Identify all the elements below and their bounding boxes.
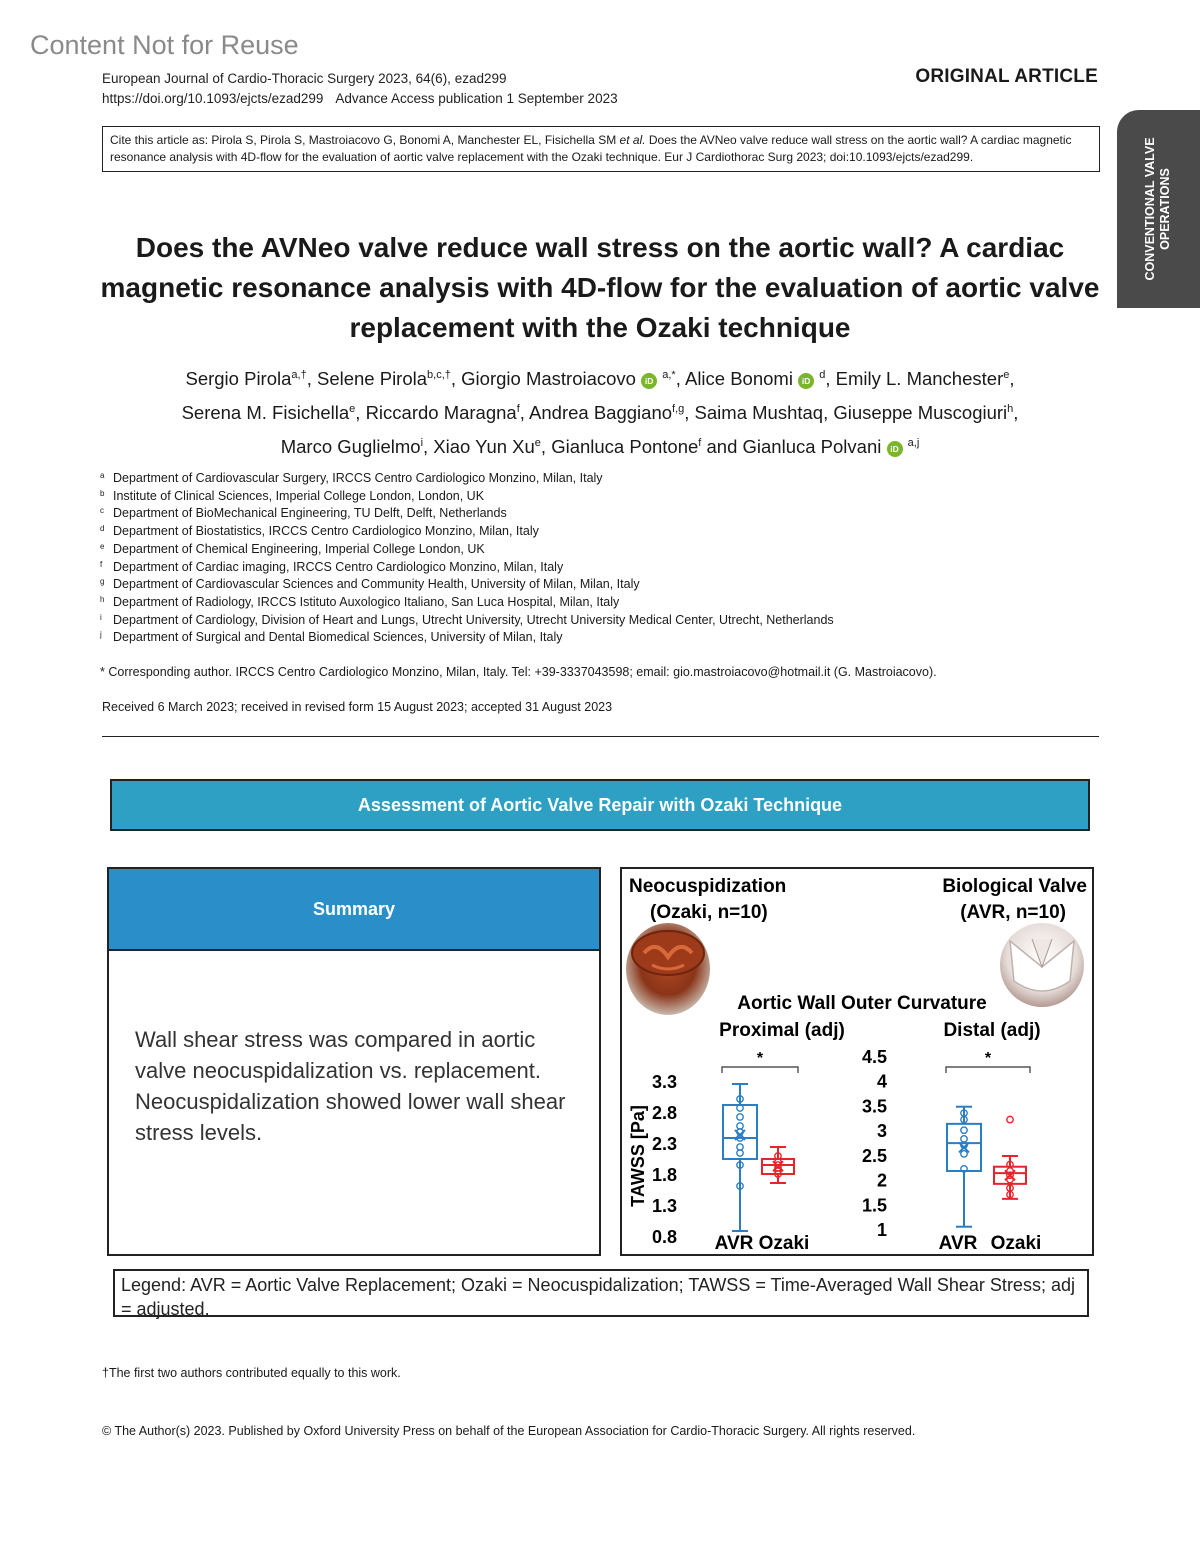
significance-marker: * — [984, 1050, 992, 1067]
author-name: Gianluca Polvani — [742, 436, 882, 458]
author-affiliation-marker: a,* — [662, 369, 676, 381]
affiliation-item: g Department of Cardiovascular Sciences and Community Health, University of Milan, Milan, Italy — [100, 577, 640, 592]
summary-text: Wall shear stress was compared in aortic valve neocuspidalization vs. replacement. Neocuspidalization showed lower wall shear stress levels. — [135, 1027, 566, 1145]
author-name: Emily L. Manchester — [835, 368, 1004, 390]
author-name: Selene Pirola — [316, 368, 428, 390]
author-affiliation-marker: d — [819, 369, 826, 381]
ozaki-valve-image — [626, 923, 710, 1015]
author-list: Sergio Pirola$^{a,\dagger}$, Selene Pirola$^{b,c,\dagger}$, Giorgio Mastroiacovo iD $^{a,*}$, Alice Bonomi iD $^d$, Emily L. Manchester$^e$, Serena M. Fisichella$^e$, Riccardo Maragna$^f$, Andrea Baggiano$^{f,g}$, Saima Mushtaq, Giuseppe Muscogiuri$^h$, Marco Guglielmo$^i$, Xiao Yun Xu$^e$, Gianluca Pontone$^f$ and Gianluca Polvani iD $^{a,j}$ — [181, 368, 1019, 458]
right-title-2: (AVR, n=10) — [960, 902, 1066, 923]
y-tick-label: 2.8 — [651, 1103, 677, 1123]
author-name: Serena M. Fisichella — [181, 402, 350, 424]
author-affiliation-marker: a,j — [907, 437, 920, 450]
data-point — [961, 1151, 967, 1157]
author-affiliation-marker: f — [516, 403, 520, 416]
y-tick-label: 3.5 — [861, 1096, 887, 1117]
author-name: Andrea Baggiano — [529, 402, 673, 424]
y-tick-label: 4.5 — [861, 1047, 887, 1067]
chart-title: Distal (adj) — [943, 1020, 1041, 1041]
right-title-1: Biological Valve — [942, 876, 1087, 897]
author-name: Saima Mushtaq — [694, 402, 824, 424]
significance-marker: * — [756, 1050, 764, 1067]
doi-line — [102, 89, 618, 109]
author-affiliation-marker: e — [534, 437, 541, 450]
affiliation-item: a Department of Cardiovascular Surgery, IRCCS Centro Cardiologico Monzino, Milan, Italy — [100, 471, 603, 485]
affiliation-item: d Department of Biostatistics, IRCCS Centro Cardiologico Monzino, Milan, Italy — [100, 524, 539, 539]
author-name: Xiao Yun Xu — [433, 436, 535, 458]
y-tick-label: 0.8 — [651, 1227, 677, 1247]
avr-valve-image — [1000, 923, 1084, 1007]
watermark: Content Not for Reuse — [30, 30, 299, 60]
author-name: Alice Bonomi — [684, 368, 793, 390]
summary-heading: Summary — [109, 869, 599, 951]
journal-citation-line: European Journal of Cardio-Thoracic Surgery 2023, 64(6), ezad299 — [102, 71, 507, 86]
data-point — [1007, 1176, 1013, 1182]
y-axis-label: TAWSS [Pa] — [628, 1105, 648, 1207]
chart-title: Proximal (adj) — [719, 1020, 845, 1041]
affiliation-item: j Department of Surgical and Dental Biomedical Sciences, University of Milan, Italy — [100, 630, 563, 645]
figure-panel — [620, 867, 1094, 1256]
author-affiliation-marker: b,c,† — [427, 369, 451, 381]
et-al: et al. — [619, 133, 646, 147]
significance-bracket — [722, 1067, 798, 1073]
y-tick-label: 2.5 — [861, 1145, 887, 1166]
data-point — [1007, 1116, 1013, 1122]
citation-box: Cite this article as: Pirola S, Pirola S, Mastroiacovo G, Bonomi A, Manchester EL, Fisichella SM et al. Does the AVNeo valve reduce wall stress on the aortic wall? A cardiac magnetic resonance analysis with 4D-flow for the evaluation of aortic valve replacement with the Ozaki technique. Eur J Cardiothorac Surg 2023; doi:10.1093/ejcts/ezad299. — [102, 126, 1100, 172]
y-tick-label: 3.3 — [651, 1072, 677, 1092]
distal-chart — [862, 1020, 1041, 1254]
author-affiliation-marker: a,† — [291, 369, 307, 381]
significance-bracket — [946, 1067, 1030, 1073]
affiliation-item: i Department of Cardiology, Division of Heart and Lungs, Utrecht University, Utrecht University Medical Center, Utrecht, Netherlands — [100, 612, 834, 627]
affiliation-item: f Department of Cardiac imaging, IRCCS Centro Cardiologico Monzino, Milan, Italy — [100, 559, 564, 574]
box-iqr — [723, 1105, 757, 1159]
left-title-2: (Ozaki, n=10) — [650, 902, 768, 923]
author-affiliation-marker: h — [1007, 403, 1014, 416]
affiliation-item: c Department of BioMechanical Engineering, TU Delft, Delft, Netherlands — [100, 506, 507, 521]
y-tick-label: 2.3 — [651, 1134, 677, 1154]
doi-link[interactable]: https://doi.org/10.1093/ejcts/ezad299 — [102, 91, 324, 106]
x-category-label: Ozaki — [758, 1233, 810, 1254]
y-tick-label: 3 — [876, 1121, 887, 1142]
author-affiliation-marker: i — [420, 437, 424, 450]
y-tick-label: 1.3 — [651, 1196, 677, 1216]
orcid-icon[interactable]: iD — [887, 441, 903, 457]
summary-panel — [107, 867, 601, 1256]
author-affiliation-marker: f,g — [672, 403, 685, 416]
author-affiliation-marker: f — [698, 437, 702, 450]
figure-title: Aortic Wall Outer Curvature — [737, 993, 987, 1014]
orcid-icon[interactable]: iD — [641, 373, 657, 389]
affiliation-item: h Department of Radiology, IRCCS Istituto Auxologico Italiano, San Luca Hospital, Milan, Italy — [100, 594, 620, 609]
divider — [102, 736, 1099, 737]
y-tick-label: 1.5 — [861, 1195, 887, 1216]
proximal-chart — [628, 1020, 845, 1254]
author-name: Sergio Pirola — [185, 368, 292, 390]
y-tick-label: 1.8 — [651, 1165, 677, 1185]
article-title: Does the AVNeo valve reduce wall stress on the aortic wall? A cardiac magnetic resonance analysis with 4D-flow for the evaluation of aortic valve replacement with the Ozaki technique — [100, 232, 1100, 343]
journal-info — [102, 69, 618, 109]
corresponding-author: * Corresponding author. IRCCS Centro Cardiologico Monzino, Milan, Italy. Tel: +39-3337043598; email: gio.mastroiacovo@hotmail.it (G. Mastroiacovo). — [100, 665, 937, 679]
affiliation-item: b Institute of Clinical Sciences, Imperial College London, London, UK — [100, 488, 485, 503]
figure-svg — [622, 869, 1092, 1254]
advance-access: Advance Access publication 1 September 2023 — [335, 91, 618, 106]
author-affiliation-marker: e — [1003, 369, 1010, 381]
affiliation-list — [100, 470, 834, 647]
y-tick-label: 2 — [876, 1170, 887, 1191]
section-tab — [1117, 110, 1200, 308]
graphical-abstract-banner: Assessment of Aortic Valve Repair with Ozaki Technique — [110, 779, 1090, 831]
author-name: Marco Guglielmo — [280, 436, 421, 458]
received-dates: Received 6 March 2023; received in revised form 15 August 2023; accepted 31 August 2023 — [102, 700, 613, 714]
author-affiliation-marker: e — [349, 403, 356, 416]
author-name: Giuseppe Muscogiuri — [833, 402, 1008, 424]
figure-legend: Legend: AVR = Aortic Valve Replacement; Ozaki = Neocuspidalization; TAWSS = Time-Averaged Wall Shear Stress; adj = adjusted. — [113, 1269, 1089, 1317]
author-name: Giorgio Mastroiacovo — [461, 368, 636, 390]
x-category-label: AVR — [714, 1233, 754, 1254]
x-category-label: Ozaki — [990, 1233, 1042, 1254]
author-name: Gianluca Pontone — [551, 436, 699, 458]
article-type: ORIGINAL ARTICLE — [915, 66, 1098, 87]
data-point — [961, 1136, 967, 1142]
data-point — [737, 1114, 743, 1120]
y-tick-label: 1 — [876, 1220, 887, 1240]
affiliation-item: e Department of Chemical Engineering, Imperial College London, UK — [100, 541, 485, 556]
section-tab-label: CONVENTIONAL VALVE OPERATIONS — [1143, 137, 1172, 281]
copyright: © The Author(s) 2023. Published by Oxford University Press on behalf of the European Association for Cardio-Thoracic Surgery. All rights reserved. — [102, 1424, 916, 1438]
footnote: †The first two authors contributed equally to this work. — [102, 1366, 401, 1380]
data-point — [961, 1127, 967, 1133]
author-name: Riccardo Maragna — [365, 402, 517, 424]
orcid-icon[interactable]: iD — [798, 373, 814, 389]
y-tick-label: 4 — [876, 1071, 887, 1092]
left-title-1: Neocuspidization — [629, 876, 787, 897]
x-category-label: AVR — [938, 1233, 978, 1254]
